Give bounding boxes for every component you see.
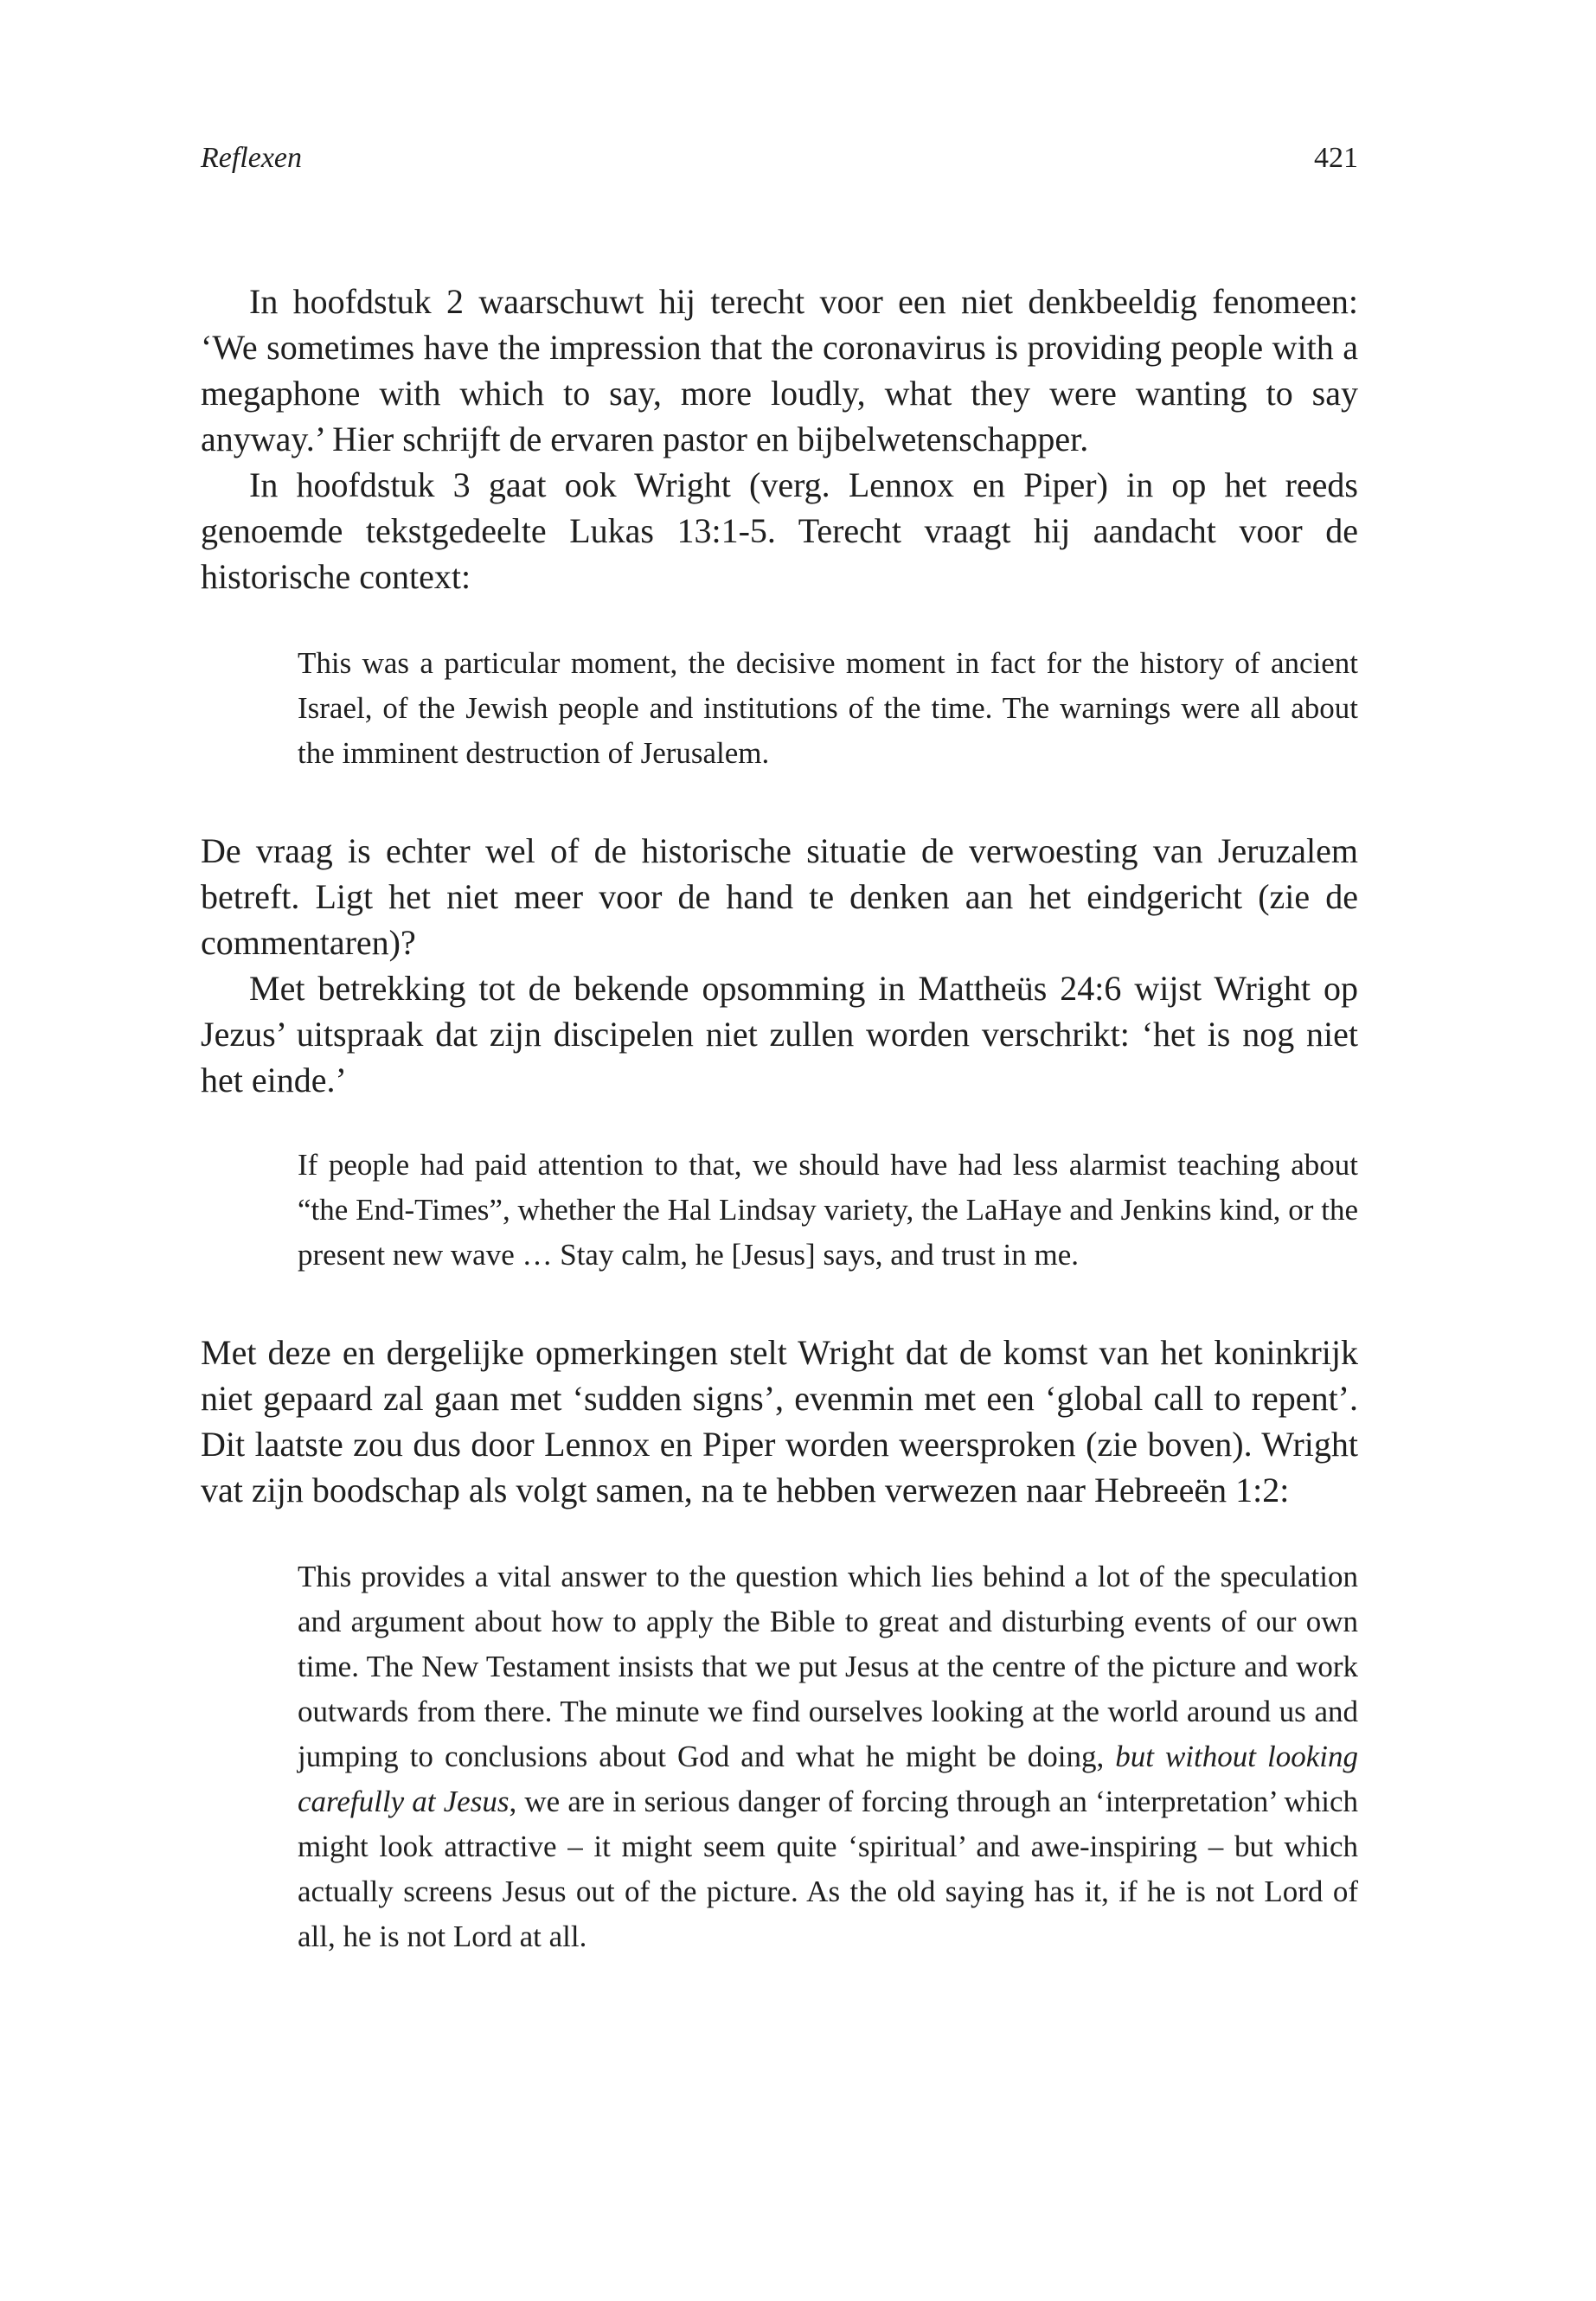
block-quote-3-text-start: This provides a vital answer to the question which lies behind a lot of the speculation and argument about how to apply the Bible to great and disturbing events of our own time. The New Testament insists that we put Jesus at the centre of the picture and work outwards from there. The minute we find ourselves looking at the world around us and jumping to conclusions about God and what he might be doing,: [298, 1560, 1358, 1773]
block-quote-2: If people had paid attention to that, we should have had less alarmist teaching about “the End-Times”, whether the Hal Lindsay variety, the LaHaye and Jenkins kind, or the present new wave … Stay calm, he [Jesus] says, and trust in me.: [298, 1148, 1358, 1272]
paragraph-1: In hoofdstuk 2 waarschuwt hij terecht voor een niet denkbeeldig fenomeen: ‘We sometimes have the impression that the coronavirus is providing people with a megaphone with which to say, more loudly, what they were wanting to say anyway.’ Hier schrijft de ervaren pastor en bijbelwetenschapper.: [201, 282, 1358, 458]
block-quote-1: This was a particular moment, the decisive moment in fact for the history of ancient Israel, of the Jewish people and institutions of the time. The warnings were all about the imminent destruction of Jerusalem.: [298, 646, 1358, 770]
block-quote-3-emphasis: but without looking carefully at Jesus: [298, 1740, 1358, 1818]
running-header: [201, 138, 1358, 178]
main-text: [201, 279, 1358, 1959]
paragraph-5: Met deze en dergelijke opmerkingen stelt Wright dat de komst van het koninkrijk niet gepaard zal gaan met ‘sudden signs’, evenmin met een ‘global call to repent’. Dit laatste zou dus door Lennox en Piper worden weersproken (zie boven). Wright vat zijn boodschap als volgt samen, na te hebben verwezen naar Hebreeën 1:2:: [201, 1333, 1358, 1509]
paragraph-3: De vraag is echter wel of de historische situatie de verwoesting van Jeruzalem betreft. Ligt het niet meer voor de hand te denken aan het eindgericht (zie de commentaren)?: [201, 831, 1358, 962]
paragraph-2: In hoofdstuk 3 gaat ook Wright (verg. Lennox en Piper) in op het reeds genoemde tekstgedeelte Lukas 13:1-5. Terecht vraagt hij aandacht voor de historische context:: [201, 465, 1358, 596]
running-title: Reflexen: [201, 142, 303, 174]
page-number: 421: [1314, 142, 1358, 174]
block-quote-3: [298, 1554, 1358, 1959]
paragraph-4: Met betrekking tot de bekende opsomming in Mattheüs 24:6 wijst Wright op Jezus’ uitspraak dat zijn discipelen niet zullen worden verschrikt: ‘het is nog niet het einde.’: [201, 969, 1358, 1099]
block-quote-3-text-end: , we are in serious danger of forcing through an ‘interpretation’ which might look attractive – it might seem quite ‘spiritual’ and awe-inspiring – but which actually screens Jesus out of the picture. As the old saying has it, if he is not Lord of all, he is not Lord at all.: [298, 1785, 1358, 1953]
